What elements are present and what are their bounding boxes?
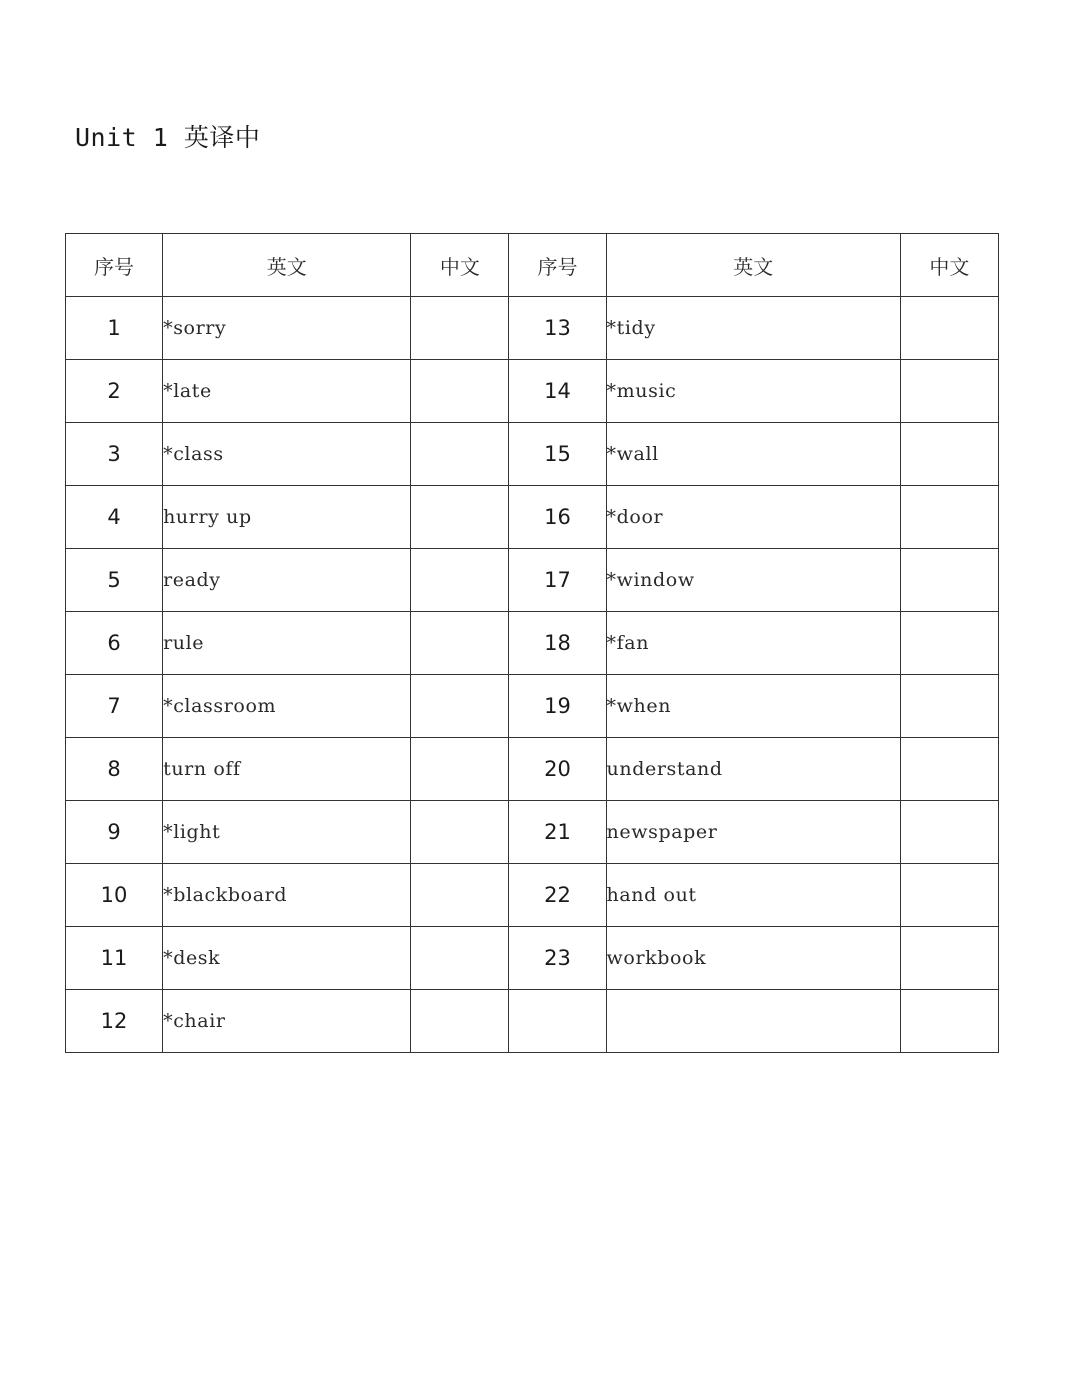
left-number-cell: 1	[66, 297, 163, 360]
table-row	[66, 486, 999, 549]
header-left-chinese: 中文	[411, 234, 509, 297]
table-row	[66, 801, 999, 864]
header-right-number: 序号	[509, 234, 606, 297]
left-number-cell: 4	[66, 486, 163, 549]
right-number-cell: 21	[509, 801, 606, 864]
left-english-cell: *blackboard	[163, 864, 411, 927]
right-english-cell	[606, 990, 900, 1053]
left-number-cell: 5	[66, 549, 163, 612]
left-chinese-answer-cell[interactable]	[411, 738, 509, 801]
left-chinese-answer-cell[interactable]	[411, 990, 509, 1053]
left-english-cell: turn off	[163, 738, 411, 801]
table-row	[66, 423, 999, 486]
vocabulary-table	[65, 233, 999, 1053]
left-english-cell: *classroom	[163, 675, 411, 738]
right-english-cell: *wall	[606, 423, 900, 486]
left-number-cell: 10	[66, 864, 163, 927]
right-chinese-answer-cell[interactable]	[900, 423, 998, 486]
left-number-cell: 7	[66, 675, 163, 738]
right-chinese-answer-cell[interactable]	[900, 297, 998, 360]
right-english-cell: *window	[606, 549, 900, 612]
right-number-cell: 20	[509, 738, 606, 801]
right-number-cell: 19	[509, 675, 606, 738]
left-english-cell: hurry up	[163, 486, 411, 549]
right-english-cell: *tidy	[606, 297, 900, 360]
right-chinese-answer-cell[interactable]	[900, 864, 998, 927]
right-chinese-answer-cell[interactable]	[900, 738, 998, 801]
header-row	[66, 234, 999, 297]
left-chinese-answer-cell[interactable]	[411, 297, 509, 360]
left-chinese-answer-cell[interactable]	[411, 801, 509, 864]
left-number-cell: 3	[66, 423, 163, 486]
left-english-cell: *light	[163, 801, 411, 864]
table-row	[66, 864, 999, 927]
left-chinese-answer-cell[interactable]	[411, 549, 509, 612]
left-english-cell: *desk	[163, 927, 411, 990]
page-title: Unit 1 英译中	[75, 123, 261, 152]
right-number-cell: 23	[509, 927, 606, 990]
right-number-cell: 14	[509, 360, 606, 423]
right-chinese-answer-cell[interactable]	[900, 927, 998, 990]
right-chinese-answer-cell[interactable]	[900, 360, 998, 423]
right-english-cell: newspaper	[606, 801, 900, 864]
right-chinese-answer-cell[interactable]	[900, 486, 998, 549]
right-english-cell: *when	[606, 675, 900, 738]
header-left-english: 英文	[163, 234, 411, 297]
header-right-english: 英文	[606, 234, 900, 297]
left-number-cell: 2	[66, 360, 163, 423]
left-chinese-answer-cell[interactable]	[411, 927, 509, 990]
right-english-cell: *fan	[606, 612, 900, 675]
right-english-cell: *music	[606, 360, 900, 423]
left-english-cell: *sorry	[163, 297, 411, 360]
right-chinese-answer-cell[interactable]	[900, 675, 998, 738]
right-number-cell: 17	[509, 549, 606, 612]
right-chinese-answer-cell[interactable]	[900, 549, 998, 612]
right-english-cell: hand out	[606, 864, 900, 927]
left-chinese-answer-cell[interactable]	[411, 612, 509, 675]
table-row	[66, 612, 999, 675]
left-english-cell: *class	[163, 423, 411, 486]
left-chinese-answer-cell[interactable]	[411, 486, 509, 549]
table-row	[66, 675, 999, 738]
right-number-cell: 13	[509, 297, 606, 360]
table-row	[66, 927, 999, 990]
left-english-cell: rule	[163, 612, 411, 675]
left-number-cell: 11	[66, 927, 163, 990]
left-number-cell: 12	[66, 990, 163, 1053]
left-number-cell: 9	[66, 801, 163, 864]
right-number-cell: 22	[509, 864, 606, 927]
right-english-cell: *door	[606, 486, 900, 549]
table-row	[66, 990, 999, 1053]
header-left-number: 序号	[66, 234, 163, 297]
left-chinese-answer-cell[interactable]	[411, 360, 509, 423]
left-number-cell: 6	[66, 612, 163, 675]
right-chinese-answer-cell[interactable]	[900, 801, 998, 864]
table-row	[66, 297, 999, 360]
right-english-cell: understand	[606, 738, 900, 801]
table-row	[66, 738, 999, 801]
table-row	[66, 360, 999, 423]
right-number-cell	[509, 990, 606, 1053]
left-english-cell: *chair	[163, 990, 411, 1053]
right-number-cell: 16	[509, 486, 606, 549]
right-english-cell: workbook	[606, 927, 900, 990]
header-right-chinese: 中文	[900, 234, 998, 297]
left-chinese-answer-cell[interactable]	[411, 675, 509, 738]
left-chinese-answer-cell[interactable]	[411, 423, 509, 486]
right-number-cell: 15	[509, 423, 606, 486]
right-number-cell: 18	[509, 612, 606, 675]
right-chinese-answer-cell[interactable]	[900, 612, 998, 675]
left-chinese-answer-cell[interactable]	[411, 864, 509, 927]
right-chinese-answer-cell[interactable]	[900, 990, 998, 1053]
left-english-cell: ready	[163, 549, 411, 612]
left-number-cell: 8	[66, 738, 163, 801]
vocabulary-rows	[66, 297, 999, 1053]
left-english-cell: *late	[163, 360, 411, 423]
table-row	[66, 549, 999, 612]
